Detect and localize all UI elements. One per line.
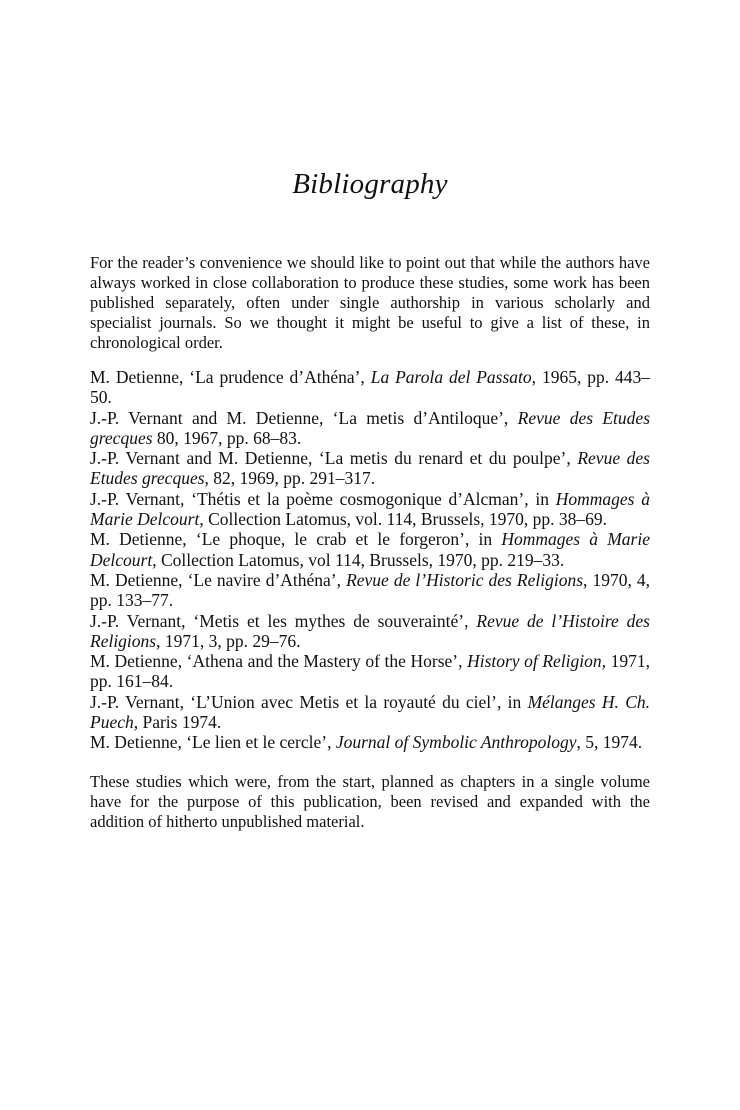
reference-item: J.-P. Vernant, ‘L’Union avec Metis et la royauté du ciel’, in Mélanges H. Ch. Puech, Paris 1974. [90,691,650,733]
journal-title: Revue des Etudes grecques [90,407,650,448]
book-title: Hommages à Marie Delcourt [90,488,650,530]
journal-title: History of Religion [467,651,602,672]
journal-title: Revue de l’Histoire des Religions [90,610,650,651]
reference-item: M. Detienne, ‘Le phoque, le crab et le forgeron’, in Hommages à Marie Delcourt, Collection Latomus, vol 114, Brussels, 1970, pp. 219–33. [90,529,650,570]
journal-title: La Parola del Passato [370,367,532,387]
journal-title: Revue des Etudes grecques [90,448,650,489]
reference-item: M. Detienne, ‘La prudence d’Athéna’, La Parola del Passato, 1965, pp. 443–50. [90,367,650,408]
reference-item: J.-P. Vernant, ‘Metis et les mythes de souverainté’, Revue de l’Histoire des Religions, 1971, 3, pp. 29–76. [90,610,650,651]
book-title: Mélanges H. Ch. Puech [90,691,650,733]
closing-paragraph: These studies which were, from the start, planned as chapters in a single volume have for the purpose of this publication, been revised and expanded with the addition of hitherto unpublished material. [90,772,650,831]
journal-title: Journal of Symbolic Anthropology [335,732,577,753]
reference-item: M. Detienne, ‘Athena and the Mastery of the Horse’, History of Religion, 1971, pp. 161–84. [90,651,651,692]
page-title: Bibliography [292,168,448,200]
reference-item: M. Detienne, ‘Le navire d’Athéna’, Revue de l’Historic des Religions, 1970, 4, pp. 133–77. [90,569,650,611]
reference-item: J.-P. Vernant, ‘Thétis et la poème cosmogonique d’Alcman’, in Hommages à Marie Delcourt, Collection Latomus, vol. 114, Brussels, 1970, pp. 38–69. [90,488,650,530]
journal-title: Revue de l’Historic des Religions [346,569,584,590]
reference-item: J.-P. Vernant and M. Detienne, ‘La metis du renard et du poulpe’, Revue des Etudes grecques, 82, 1969, pp. 291–317. [90,448,650,489]
reference-item: M. Detienne, ‘Le lien et le cercle’, Journal of Symbolic Anthropology, 5, 1974. [90,732,643,753]
reference-item: J.-P. Vernant and M. Detienne, ‘La metis d’Antiloque’, Revue des Etudes grecques 80, 1967, pp. 68–83. [90,407,650,448]
reference-list [90,367,650,753]
book-title: Hommages à Marie Delcourt [90,529,650,570]
intro-paragraph: For the reader’s convenience we should like to point out that while the authors have always worked in close collaboration to produce these studies, some work has been published separately, often under single authorship in various scholarly and specialist journals. So we thought it might be useful to give a list of these, in chronological order. [90,253,650,352]
